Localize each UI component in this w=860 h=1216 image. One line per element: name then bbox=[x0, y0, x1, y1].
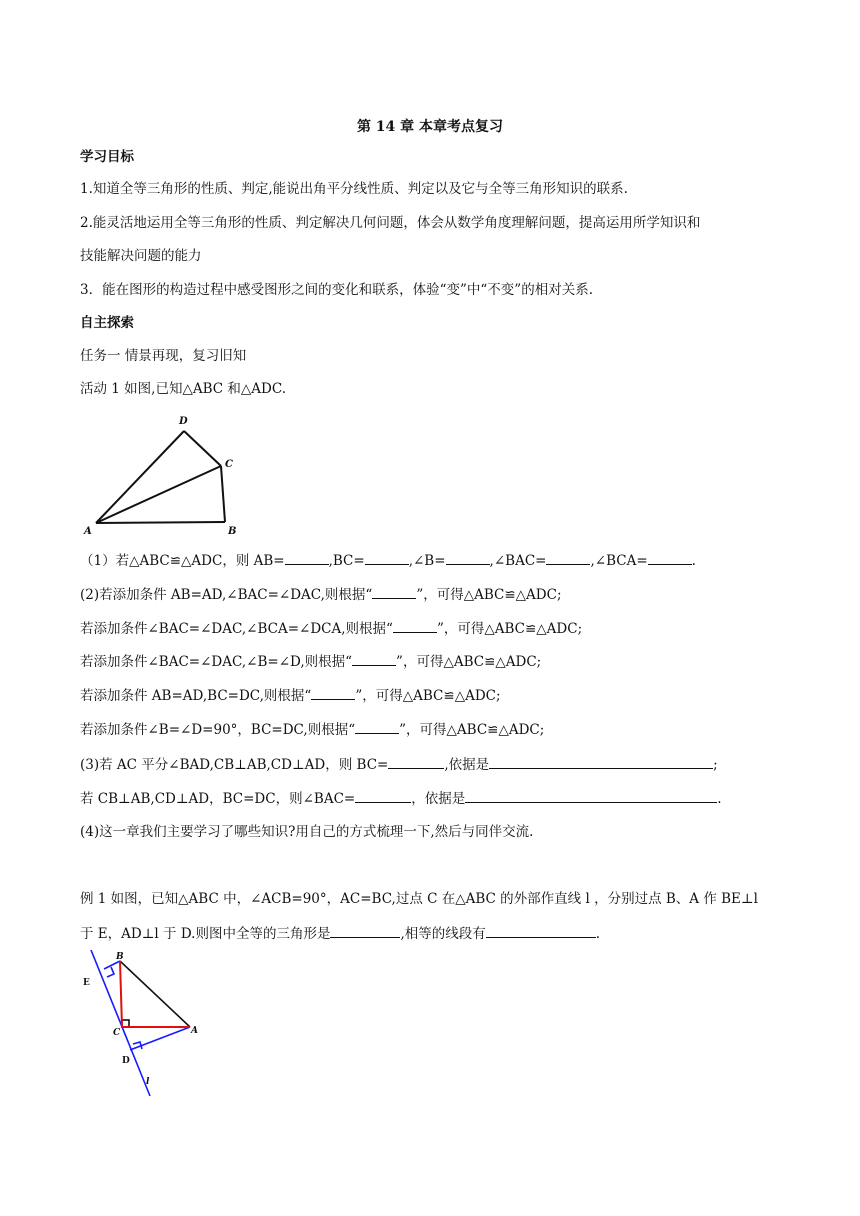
question-4: (4)这一章我们主要学习了哪些知识?用自己的方式梳理一下,然后与同伴交流. bbox=[80, 824, 534, 840]
segment-ad bbox=[130, 1027, 190, 1050]
answer-blank-reason-a[interactable] bbox=[489, 755, 713, 769]
label-point-a: A bbox=[191, 1026, 198, 1036]
label-point-c: C bbox=[113, 1028, 121, 1038]
label-point-b: B bbox=[116, 952, 124, 962]
question-2-condition-4: 若添加条件 AB=AD,BC=DC,则根据“ ”，可得△ABC≌△ADC; bbox=[80, 688, 501, 704]
question-2-condition-5: 若添加条件∠B=∠D=90°，BC=DC,则根据“ ”，可得△ABC≌△ADC; bbox=[80, 722, 545, 738]
label-point-c: C bbox=[225, 459, 233, 470]
goal-2-line-2: 技能解决问题的能力 bbox=[80, 248, 202, 264]
segment-ad bbox=[96, 431, 184, 523]
segment-ac bbox=[96, 466, 221, 523]
answer-blank-angle-bca[interactable] bbox=[648, 551, 692, 565]
answer-blank-angle-bac[interactable] bbox=[546, 551, 590, 565]
question-1: （1）若△ABC≌△ADC，则 AB= ,BC= ,∠B= ,∠BAC= ,∠BCA= . bbox=[80, 553, 696, 569]
heading-self-explore: 自主探索 bbox=[80, 315, 134, 331]
heading-learning-goals: 学习目标 bbox=[80, 149, 134, 165]
label-point-d: D bbox=[179, 416, 188, 427]
answer-blank-bc[interactable] bbox=[365, 551, 409, 565]
answer-blank-congruent-triangles[interactable] bbox=[330, 924, 400, 938]
answer-blank-criterion-5[interactable] bbox=[355, 720, 399, 734]
label-line-l: l bbox=[146, 1077, 150, 1087]
label-point-b: B bbox=[228, 526, 237, 537]
segment-dc bbox=[184, 431, 221, 466]
question-2-condition-2: 若添加条件∠BAC=∠DAC,∠BCA=∠DCA,则根据“ ”，可得△ABC≌△ADC; bbox=[80, 621, 583, 637]
answer-blank-criterion-1[interactable] bbox=[372, 585, 416, 599]
answer-blank-criterion-4[interactable] bbox=[311, 686, 355, 700]
example-1-line-1: 例 1 如图，已知△ABC 中，∠ACB=90°，AC=BC,过点 C 在△ABC 的外部作直线 l ，分别过点 B、A 作 BE⊥l bbox=[80, 891, 758, 907]
activity-one: 活动 1 如图,已知△ABC 和△ADC. bbox=[80, 381, 286, 397]
answer-blank-criterion-3[interactable] bbox=[352, 652, 396, 666]
label-point-d: D bbox=[122, 1056, 130, 1066]
task-one: 任务一 情景再现，复习旧知 bbox=[80, 348, 247, 364]
example-1-line-2: 于 E，AD⊥l 于 D.则图中全等的三角形是 ,相等的线段有 . bbox=[80, 926, 601, 942]
goal-1: 1.知道全等三角形的性质、判定,能说出角平分线性质、判定以及它与全等三角形知识的联系. bbox=[80, 181, 628, 197]
answer-blank-angle-b[interactable] bbox=[446, 551, 490, 565]
segment-ba bbox=[96, 522, 225, 523]
label-point-a: A bbox=[84, 526, 92, 537]
page-title: 第 14 章 本章考点复习 bbox=[356, 119, 504, 135]
answer-blank-bc-equals[interactable] bbox=[388, 755, 444, 769]
question-2-condition-3: 若添加条件∠BAC=∠DAC,∠B=∠D,则根据“ ”，可得△ABC≌△ADC; bbox=[80, 654, 542, 670]
figure-triangle-line-l bbox=[76, 950, 210, 1100]
answer-blank-reason-b[interactable] bbox=[465, 789, 717, 803]
segment-cb bbox=[221, 466, 225, 522]
answer-blank-angle-bac-equals[interactable] bbox=[355, 789, 411, 803]
label-point-e: E bbox=[83, 978, 90, 988]
answer-blank-ab[interactable] bbox=[285, 551, 329, 565]
segment-bc bbox=[120, 961, 122, 1027]
right-angle-mark-e bbox=[107, 967, 114, 977]
right-angle-mark-c bbox=[122, 1020, 129, 1027]
segment-ab bbox=[120, 961, 190, 1027]
question-3-part-b: 若 CB⊥AB,CD⊥AD，BC=DC，则∠BAC= ，依据是 . bbox=[80, 791, 722, 807]
figure-quadrilateral-abcd bbox=[80, 412, 250, 540]
answer-blank-criterion-2[interactable] bbox=[393, 619, 437, 633]
goal-2-line-1: 2.能灵活地运用全等三角形的性质、判定解决几何问题，体会从数学角度理解问题，提高运用所学知识和 bbox=[80, 215, 701, 231]
answer-blank-equal-segments[interactable] bbox=[486, 924, 596, 938]
goal-3: 3．能在图形的构造过程中感受图形之间的变化和联系，体验“变”中“不变”的相对关系. bbox=[80, 282, 593, 298]
question-2-condition-1: (2)若添加条件 AB=AD,∠BAC=∠DAC,则根据“ ”，可得△ABC≌△ADC; bbox=[80, 587, 562, 603]
question-3-part-a: (3)若 AC 平分∠BAD,CB⊥AB,CD⊥AD，则 BC= ,依据是 ; bbox=[80, 757, 718, 773]
